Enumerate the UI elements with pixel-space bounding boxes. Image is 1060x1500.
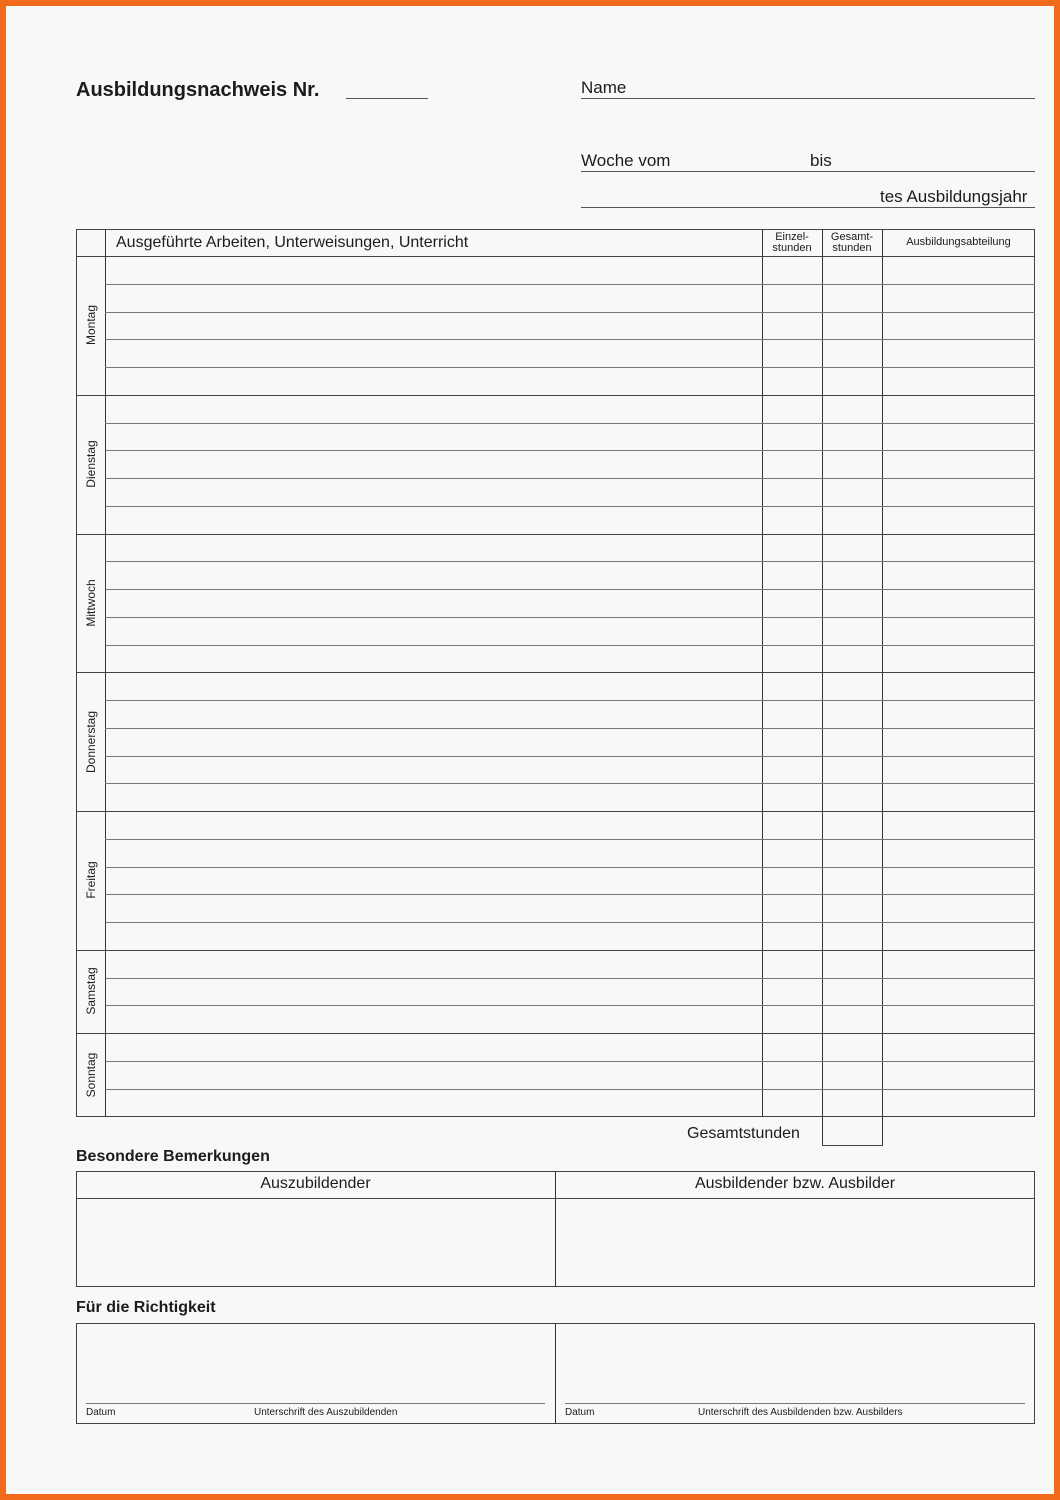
table-row[interactable] — [106, 951, 762, 977]
table-row[interactable] — [106, 257, 762, 283]
table-row[interactable] — [106, 1062, 762, 1088]
table-row[interactable] — [106, 729, 762, 755]
report-number-field[interactable] — [346, 98, 428, 99]
trainer-signature-line[interactable] — [565, 1403, 1025, 1404]
table-row[interactable] — [106, 673, 762, 699]
table-row[interactable] — [106, 701, 762, 727]
day-label-montag: Montag — [84, 305, 98, 346]
table-row[interactable] — [106, 646, 762, 672]
table-row[interactable] — [106, 340, 762, 366]
table-row[interactable] — [106, 396, 762, 422]
signature-column-divider — [555, 1323, 556, 1424]
trainee-signature-line[interactable] — [86, 1403, 545, 1404]
page-title: Ausbildungsnachweis Nr. — [76, 79, 320, 101]
table-row[interactable] — [106, 451, 762, 477]
day-label-sonntag: Sonntag — [84, 1052, 98, 1097]
total-hours-header: Gesamt- stunden — [830, 231, 874, 254]
training-year-field[interactable] — [581, 207, 1035, 208]
table-row[interactable] — [106, 812, 762, 838]
table-row[interactable] — [106, 479, 762, 505]
table-row[interactable] — [106, 784, 762, 810]
day-label-samstag: Samstag — [84, 967, 98, 1016]
table-row[interactable] — [106, 840, 762, 866]
week-from-label: Woche vom — [581, 151, 671, 170]
table-row[interactable] — [106, 979, 762, 1005]
total-hours-label: Gesamtstunden — [687, 1125, 800, 1142]
table-row[interactable] — [106, 368, 762, 394]
table-row[interactable] — [106, 923, 762, 949]
day-label-mittwoch: Mittwoch — [84, 579, 98, 627]
remarks-trainer-label: Ausbildender bzw. Ausbilder — [694, 1175, 896, 1192]
table-row[interactable] — [106, 535, 762, 561]
week-field[interactable] — [581, 171, 1035, 172]
remarks-trainer-field[interactable] — [556, 1199, 1034, 1285]
table-row[interactable] — [106, 424, 762, 450]
week-to-label: bis — [810, 151, 832, 170]
remarks-trainee-label: Auszubildender — [260, 1175, 371, 1192]
trainee-date-label: Datum — [86, 1407, 116, 1418]
trainer-date-label: Datum — [565, 1407, 595, 1418]
table-row[interactable] — [106, 590, 762, 616]
total-hours-box[interactable] — [822, 1145, 883, 1146]
table-row[interactable] — [106, 1090, 762, 1116]
department-header: Ausbildungsabteilung — [906, 236, 1011, 248]
name-field[interactable] — [581, 98, 1035, 99]
table-row[interactable] — [106, 562, 762, 588]
name-label: Name — [581, 78, 627, 97]
table-row[interactable] — [106, 868, 762, 894]
table-row[interactable] — [106, 895, 762, 921]
remarks-heading: Besondere Bemerkungen — [76, 1148, 270, 1165]
confirmation-heading: Für die Richtigkeit — [76, 1299, 216, 1316]
trainee-signature-label: Unterschrift des Auszubildenden — [254, 1407, 398, 1418]
table-row[interactable] — [106, 1006, 762, 1032]
day-label-dienstag: Dienstag — [84, 440, 98, 488]
table-row[interactable] — [106, 507, 762, 533]
trainer-signature-label: Unterschrift des Ausbildenden bzw. Ausbilders — [698, 1407, 903, 1418]
table-row[interactable] — [106, 313, 762, 339]
table-row[interactable] — [106, 285, 762, 311]
training-year-label: tes Ausbildungsjahr — [880, 187, 1028, 206]
table-row[interactable] — [106, 757, 762, 783]
activities-header: Ausgeführte Arbeiten, Unterweisungen, Unterricht — [116, 234, 469, 251]
day-label-donnerstag: Donnerstag — [84, 710, 98, 773]
single-hours-header: Einzel- stunden — [772, 231, 812, 254]
table-row[interactable] — [106, 618, 762, 644]
remarks-trainee-field[interactable] — [77, 1199, 554, 1285]
day-label-freitag: Freitag — [84, 861, 98, 900]
activity-table — [76, 229, 1035, 1142]
table-row[interactable] — [106, 1034, 762, 1060]
